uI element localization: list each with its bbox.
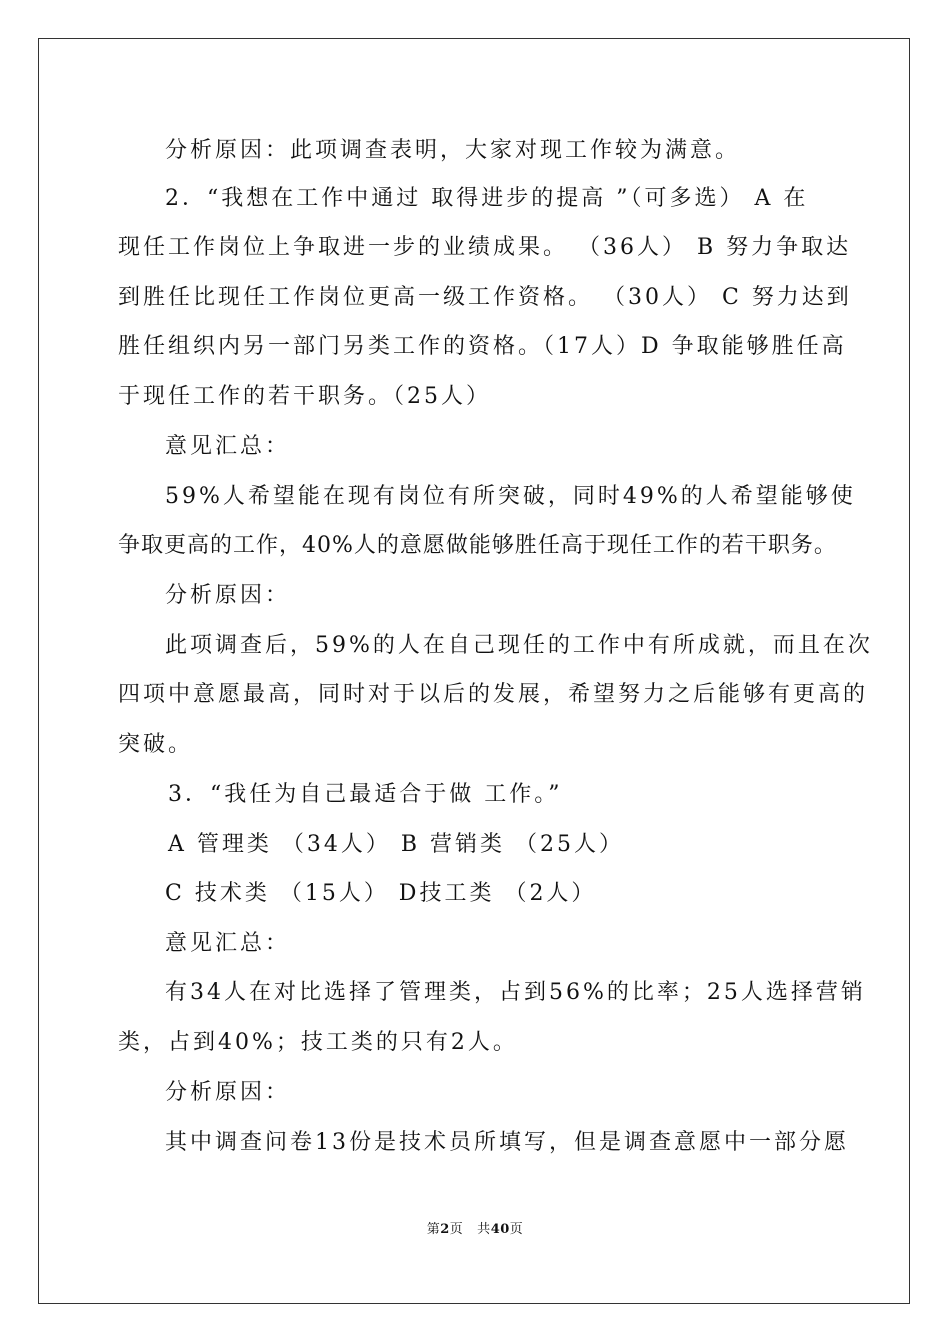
total-pages: 40 bbox=[490, 1222, 510, 1237]
text-line: 2．“我想在工作中通过 取得进步的提高 ”（可多选） A 在 bbox=[165, 186, 809, 211]
text-line: 分析原因： bbox=[165, 583, 291, 608]
text-line: 争取更高的工作，40%人的意愿做能够胜任高于现任工作的若干职务。 bbox=[118, 533, 837, 558]
text-line: 到胜任比现任工作岗位更高一级工作资格。 （30人） C 努力达到 bbox=[118, 285, 852, 310]
page-number: 2 bbox=[440, 1222, 450, 1237]
text-line: 意见汇总： bbox=[165, 931, 291, 956]
page-border bbox=[38, 38, 910, 1304]
footer-total-suffix: 页 bbox=[509, 1222, 524, 1237]
text-line: A 管理类 （34人） B 营销类 （25人） bbox=[168, 832, 625, 857]
text-line: 有34人在对比选择了管理类，占到56%的比率；25人选择营销 bbox=[165, 980, 866, 1005]
footer-prefix: 第 bbox=[426, 1222, 441, 1237]
text-line: 其中调查问卷13份是技术员所填写，但是调查意愿中一部分愿 bbox=[165, 1130, 849, 1155]
text-line: 59%人希望能在现有岗位有所突破，同时49%的人希望能够使 bbox=[165, 484, 856, 509]
text-line: 突破。 bbox=[118, 732, 194, 757]
text-line: C 技术类 （15人） D技工类 （2人） bbox=[165, 881, 597, 906]
text-line: 四项中意愿最高，同时对于以后的发展，希望努力之后能够有更高的 bbox=[118, 682, 869, 707]
page-footer bbox=[0, 1218, 950, 1237]
text-line: 现任工作岗位上争取进一步的业绩成果。 （36人） B 努力争取达 bbox=[118, 235, 852, 260]
text-line: 类，占到40%；技工类的只有2人。 bbox=[118, 1030, 518, 1055]
text-line: 于现任工作的若干职务。（25人） bbox=[118, 384, 491, 409]
text-line: 意见汇总： bbox=[165, 434, 291, 459]
footer-page-suffix: 页 bbox=[449, 1222, 464, 1237]
footer-total-prefix: 共 bbox=[477, 1222, 491, 1237]
text-line: 3．“我任为自己最适合于做 工作。” bbox=[168, 782, 563, 807]
text-line: 分析原因：此项调查表明，大家对现工作较为满意。 bbox=[165, 138, 741, 163]
text-line: 此项调查后，59%的人在自己现任的工作中有所成就，而且在次 bbox=[165, 633, 873, 658]
text-line: 胜任组织内另一部门另类工作的资格。（17人）D 争取能够胜任高 bbox=[118, 334, 847, 359]
text-line: 分析原因： bbox=[165, 1080, 291, 1105]
